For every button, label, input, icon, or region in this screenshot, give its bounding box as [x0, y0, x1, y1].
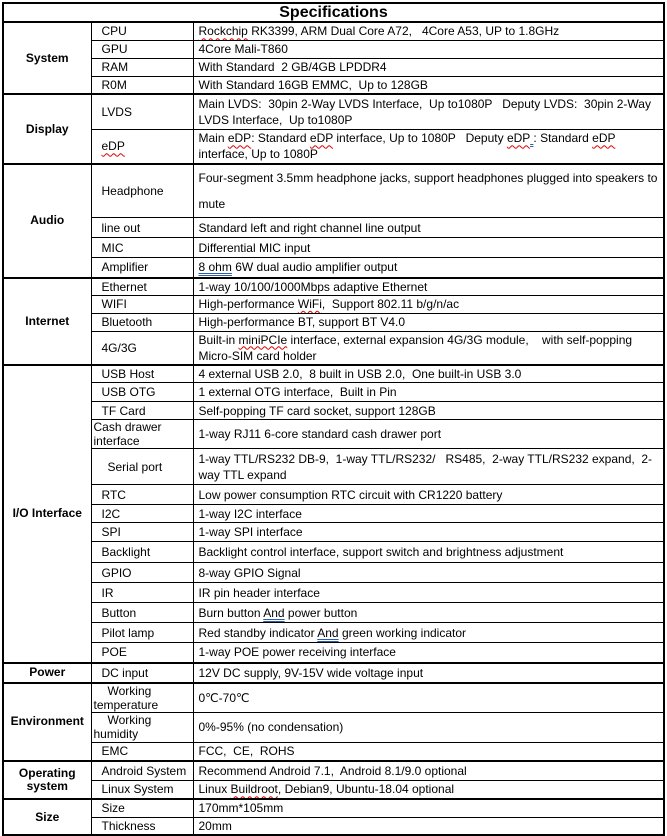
spell-mark: eDP: [506, 131, 531, 146]
row-bluetooth: [3, 313, 664, 331]
cpu-value: [193, 22, 664, 40]
row-thickness: [3, 817, 664, 835]
android-value: [193, 761, 664, 780]
text-segment: 1-way I2C interface: [198, 506, 302, 521]
row-4g3g: [3, 331, 664, 365]
button-value: [193, 603, 664, 623]
headphone-label: Headphone: [91, 164, 193, 218]
title-row: [3, 3, 664, 22]
row-workhumidity: [3, 712, 664, 742]
category-audio: Audio: [3, 164, 91, 278]
tfcard-label: TF Card: [91, 402, 193, 420]
row-usbotg: [3, 383, 664, 402]
text-segment: 1-way POE power receiving interface: [198, 645, 396, 660]
thickness-value: [193, 817, 664, 835]
spell-mark: eDP: [101, 139, 125, 154]
linux-label: Linux System: [91, 780, 193, 799]
size-value: [193, 799, 664, 817]
gpio-label: GPIO: [91, 563, 193, 583]
text-segment: High-performance: [198, 297, 298, 311]
category-size: Size: [3, 799, 91, 835]
text-segment: IR pin header interface: [198, 585, 320, 600]
grammar-mark: And: [263, 605, 285, 620]
specifications-table: [2, 2, 665, 836]
row-gpio: [3, 563, 664, 583]
text-segment: Standard left and right channel line output: [198, 220, 421, 235]
rom-label: R0M: [91, 76, 193, 94]
text-segment: 20mm: [198, 818, 232, 833]
spell-mark: eDP: [227, 131, 252, 146]
row-lineout: [3, 218, 664, 238]
lvds-label: LVDS: [91, 94, 193, 129]
category-system: System: [3, 22, 91, 94]
button-label: Button: [91, 603, 193, 623]
dcinput-label: DC input: [91, 663, 193, 683]
lineout-value: [193, 218, 664, 238]
text-segment: : Standard: [533, 131, 593, 146]
text-segment: Burn button: [198, 605, 264, 620]
ethernet-label: Ethernet: [91, 278, 193, 296]
category-operating-system: Operating system: [3, 761, 91, 799]
usbotg-label: USB OTG: [91, 383, 193, 402]
cashdrawer-value: [193, 420, 664, 449]
thickness-label: Thickness: [91, 817, 193, 835]
row-ram: [3, 58, 664, 76]
amplifier-label: Amplifier: [91, 258, 193, 278]
spell-mark: Buildroot: [230, 782, 278, 797]
text-segment: 8-way GPIO Signal: [198, 565, 301, 580]
poe-label: POE: [91, 643, 193, 663]
pilotlamp-label: Pilot lamp: [91, 623, 193, 643]
spi-label: SPI: [91, 523, 193, 542]
row-serialport: [3, 449, 664, 485]
usbotg-value: [193, 383, 664, 402]
serialport-value: [193, 449, 664, 485]
usbhost-label: USB Host: [91, 365, 193, 383]
4g3g-label: 4G/3G: [91, 331, 193, 365]
workhumidity-label: Working humidity: [91, 712, 193, 742]
text-segment: FCC, CE, ROHS: [198, 744, 295, 759]
worktemp-value: [193, 683, 664, 713]
rtc-value: [193, 485, 664, 505]
row-rom: [3, 76, 664, 94]
text-segment: 4 external USB 2.0, 8 built in USB 2.0, One built-in USB 3.0: [198, 366, 522, 381]
edp-label: [91, 129, 193, 164]
category-io-interface: I/O Interface: [3, 365, 91, 663]
text-segment: 1-way SPI interface: [198, 525, 303, 539]
gpio-value: [193, 563, 664, 583]
text-segment: Recommend Android 7.1, Android 8.1/9.0 optional: [198, 763, 467, 778]
spell-mark: WiFi: [297, 297, 322, 311]
row-emc: [3, 742, 664, 761]
text-segment: 170mm*105mm: [198, 801, 284, 816]
i2c-label: I2C: [91, 505, 193, 523]
workhumidity-value: [193, 712, 664, 742]
4g3g-value: [193, 331, 664, 365]
text-segment: With Standard 2 GB/4GB LPDDR4: [198, 60, 387, 74]
category-environment: Environment: [3, 683, 91, 762]
row-i2c: [3, 505, 664, 523]
text-segment: Red standby indicator: [198, 625, 318, 640]
cashdrawer-label: Cash drawer interface: [91, 420, 193, 449]
bluetooth-label: Bluetooth: [91, 313, 193, 331]
text-segment: Four-segment 3.5mm headphone jacks, support headphones plugged into speakers to mute: [198, 171, 661, 211]
row-backlight: [3, 542, 664, 563]
row-cpu: [3, 22, 664, 40]
category-display: Display: [3, 94, 91, 164]
ir-value: [193, 583, 664, 603]
text-segment: 4Core Mali-T860: [198, 42, 288, 56]
row-amplifier: [3, 258, 664, 278]
text-segment: Main: [198, 131, 228, 146]
emc-label: EMC: [91, 742, 193, 761]
row-ethernet: [3, 278, 664, 296]
text-segment: Main LVDS: 30pin 2-Way LVDS Interface, Up to1080P Deputy LVDS: 30pin 2-Way LVDS Interface, Up to1080P: [198, 96, 655, 127]
linux-value: [193, 780, 664, 799]
backlight-value: [193, 542, 664, 563]
ir-label: IR: [91, 583, 193, 603]
category-power: Power: [3, 663, 91, 683]
text-segment: , Debian9, Ubuntu-18.04 optional: [277, 782, 455, 797]
amplifier-value: [193, 258, 664, 278]
spell-mark: miniPCIe: [238, 332, 288, 347]
wifi-value: [193, 295, 664, 313]
gpu-value: [193, 40, 664, 58]
row-cashdrawer: [3, 420, 664, 449]
text-segment: interface, Up to 1080P Deputy: [333, 131, 507, 146]
i2c-value: [193, 505, 664, 523]
bluetooth-value: [193, 313, 664, 331]
text-segment: Linux: [198, 782, 231, 797]
row-headphone: [3, 164, 664, 218]
spell-mark: eDP: [309, 131, 334, 146]
row-pilotlamp: [3, 623, 664, 643]
mic-value: [193, 238, 664, 258]
row-wifi: [3, 295, 664, 313]
mic-label: MIC: [91, 238, 193, 258]
tfcard-value: [193, 402, 664, 420]
text-segment: , Support 802.11 b/g/n/ac: [321, 297, 460, 311]
row-dcinput: [3, 663, 664, 683]
text-segment: interface, Up to 1080P: [198, 131, 619, 162]
row-rtc: [3, 485, 664, 505]
lineout-label: line out: [91, 218, 193, 238]
headphone-value: [193, 164, 664, 218]
row-lvds: [3, 94, 664, 129]
text-segment: interface, external expansion 4G/3G module, with self-popping Micro-SIM card holder: [198, 332, 636, 363]
row-tfcard: [3, 402, 664, 420]
poe-value: [193, 643, 664, 663]
row-edp: [3, 129, 664, 164]
serialport-label: Serial port: [91, 449, 193, 485]
text-segment: 12V DC supply, 9V-15V wide voltage input: [198, 665, 424, 680]
lvds-value: [193, 94, 664, 129]
row-mic: [3, 238, 664, 258]
dcinput-value: [193, 663, 664, 683]
text-segment: 6W dual audio amplifier output: [231, 260, 398, 275]
row-button: [3, 603, 664, 623]
row-size: [3, 799, 664, 817]
row-spi: [3, 523, 664, 542]
ram-label: RAM: [91, 58, 193, 76]
row-android: [3, 761, 664, 780]
text-segment: 1-way TTL/RS232 DB-9, 1-way TTL/RS232/ RS485, 2-way TTL/RS232 expand, 2-way TTL expand: [198, 451, 653, 482]
emc-value: [193, 742, 664, 761]
ethernet-value: [193, 278, 664, 296]
android-label: Android System: [91, 761, 193, 780]
spell-mark: eDP: [592, 131, 616, 146]
row-worktemp: [3, 683, 664, 713]
gpu-label: GPU: [91, 40, 193, 58]
text-segment: 0℃-70℃: [198, 690, 250, 705]
cpu-label: CPU: [91, 22, 193, 40]
rtc-label: RTC: [91, 485, 193, 505]
category-internet: Internet: [3, 278, 91, 365]
text-segment: With Standard 16GB EMMC, Up to 128GB: [198, 77, 428, 92]
row-ir: [3, 583, 664, 603]
text-segment: Self-popping TF card socket, support 128GB: [198, 403, 436, 418]
text-segment: RK3399, ARM Dual Core A72, 4Core A53, UP to 1.8GHz: [247, 24, 560, 39]
worktemp-label: Working temperature: [91, 683, 193, 713]
text-segment: 0%-95% (no condensation): [198, 720, 344, 734]
size-label: Size: [91, 799, 193, 817]
spi-value: [193, 523, 664, 542]
text-segment: Low power consumption RTC circuit with CR1220 battery: [198, 487, 503, 502]
row-linux: [3, 780, 664, 799]
text-segment: 1-way RJ11 6-core standard cash drawer port: [198, 427, 442, 441]
spell-mark: Rockchip: [198, 24, 248, 39]
text-segment: Built-in: [198, 332, 239, 347]
row-poe: [3, 643, 664, 663]
row-gpu: [3, 40, 664, 58]
text-segment: Backlight control interface, support switch and brightness adjustment: [198, 545, 564, 559]
usbhost-value: [193, 365, 664, 383]
rom-value: [193, 76, 664, 94]
text-segment: 1-way 10/100/1000Mbps adaptive Ethernet: [198, 279, 428, 294]
row-usbhost: [3, 365, 664, 383]
pilotlamp-value: [193, 623, 664, 643]
table-title: Specifications: [3, 3, 664, 22]
backlight-label: Backlight: [91, 542, 193, 563]
text-segment: power button: [284, 605, 358, 620]
text-segment: Differential MIC input: [198, 240, 311, 255]
wifi-label: WIFI: [91, 295, 193, 313]
text-segment: green working indicator: [338, 625, 467, 640]
text-segment: : Standard: [251, 131, 310, 146]
grammar-mark: And: [317, 625, 339, 640]
ram-value: [193, 58, 664, 76]
grammar-mark: 8 ohm: [198, 260, 232, 275]
edp-value: [193, 129, 664, 164]
text-segment: 1 external OTG interface, Built in Pin: [198, 385, 397, 399]
text-segment: High-performance BT, support BT V4.0: [198, 315, 406, 329]
